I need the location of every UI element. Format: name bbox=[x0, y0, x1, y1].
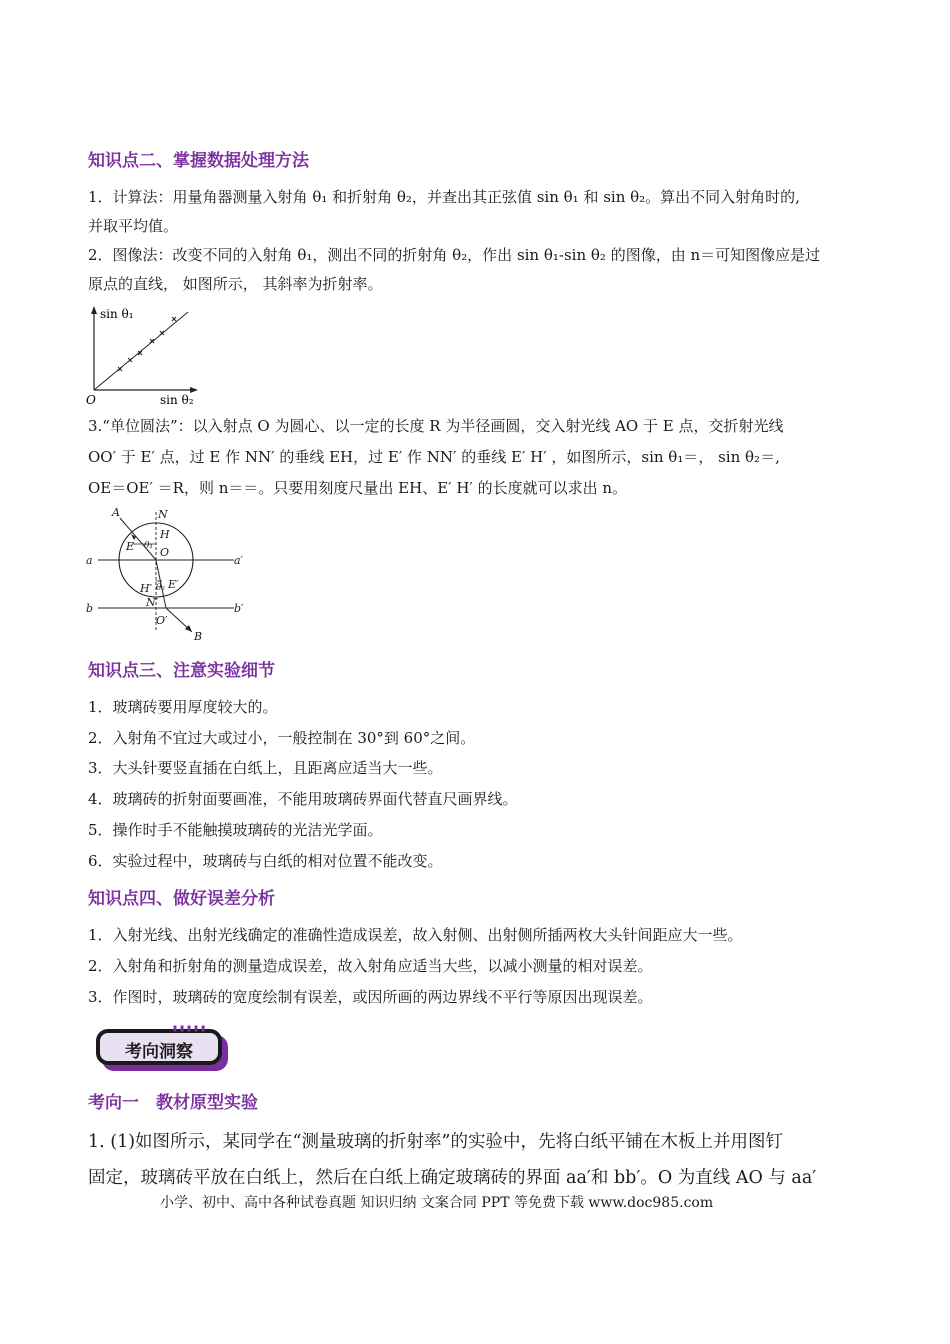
label-O-prime: O′ bbox=[156, 614, 168, 627]
question-line1: 1. (1)如图所示，某同学在“测量玻璃的折射率”的实验中，先将白纸平铺在木板上并用图钉 bbox=[88, 1132, 783, 1152]
graph-y-label: sin θ₁ bbox=[100, 307, 134, 321]
section-title-2: 知识点二、掌握数据处理方法 bbox=[88, 151, 309, 171]
label-N: N bbox=[158, 508, 168, 521]
paragraph-circle-line1: 3.“单位圆法”：以入射点 O 为圆心、以一定的长度 R 为半径画圆，交入射光线 AO 于 E 点，交折射光线 bbox=[88, 417, 784, 435]
detail-item: 1．玻璃砖要用厚度较大的。 bbox=[88, 698, 278, 716]
unit-circle-diagram bbox=[84, 502, 244, 644]
paragraph-circle-line3: OE＝OE′ ＝R，则 n＝＝。只要用刻度尺量出 EH、E′ H′ 的长度就可以求出 n。 bbox=[88, 479, 627, 497]
kaoxiang-title: 考向一 教材原型实验 bbox=[88, 1093, 258, 1113]
label-a: a bbox=[86, 554, 93, 567]
label-E: E bbox=[126, 540, 135, 553]
graph-fit-line bbox=[94, 312, 188, 390]
label-H-prime: H′ bbox=[140, 582, 153, 595]
paragraph-graph-line2: 原点的直线， 如图所示， 其斜率为折射率。 bbox=[88, 275, 383, 293]
paragraph-graph-line1: 2．图像法：改变不同的入射角 θ₁，测出不同的折射角 θ₂，作出 sin θ₁-sin θ₂ 的图像，由 n＝可知图像应是过 bbox=[88, 246, 821, 264]
graph-y-arrow bbox=[91, 306, 97, 314]
detail-item: 6．实验过程中，玻璃砖与白纸的相对位置不能改变。 bbox=[88, 852, 443, 870]
section-title-4: 知识点四、做好误差分析 bbox=[88, 889, 275, 909]
detail-item: 4．玻璃砖的折射面要画准，不能用玻璃砖界面代替直尺画界线。 bbox=[88, 790, 518, 808]
paragraph-calc-line1: 1．计算法：用量角器测量入射角 θ₁ 和折射角 θ₂，并查出其正弦值 sin θ₁ 和 sin θ₂。算出不同入射角时的, bbox=[88, 188, 800, 206]
label-H: H bbox=[160, 528, 170, 541]
label-b: b bbox=[86, 602, 94, 615]
section-badge bbox=[96, 1023, 226, 1067]
error-item: 1．入射光线、出射光线确定的准确性造成误差，故入射侧、出射侧所插两枚大头针间距应大一些。 bbox=[88, 926, 743, 944]
paragraph-calc-line2: 并取平均值。 bbox=[88, 217, 179, 235]
detail-item: 2．入射角不宜过大或过小，一般控制在 30°到 60°之间。 bbox=[88, 729, 476, 747]
label-E-prime: E′ bbox=[168, 578, 179, 591]
question-line2: 固定，玻璃砖平放在白纸上，然后在白纸上确定玻璃砖的界面 aa′和 bb′。O 为直线 AO 与 aa′ bbox=[88, 1168, 817, 1188]
label-theta1: θ₁ bbox=[144, 541, 154, 551]
section-title-3: 知识点三、注意实验细节 bbox=[88, 661, 275, 681]
page-footer: 小学、初中、高中各种试卷真题 知识归纳 文案合同 PPT 等免费下载 www.doc985.com bbox=[160, 1195, 714, 1211]
label-A: A bbox=[112, 506, 120, 519]
error-item: 3．作图时，玻璃砖的宽度绘制有误差，或因所画的两边界线不平行等原因出现误差。 bbox=[88, 988, 653, 1006]
label-theta2: θ₂ bbox=[156, 583, 166, 593]
graph-origin-label: O bbox=[86, 393, 96, 407]
badge-label: 考向洞察 bbox=[125, 1042, 193, 1062]
error-item: 2．入射角和折射角的测量造成误差，故入射角应适当大些，以减小测量的相对误差。 bbox=[88, 957, 653, 975]
label-N-prime: N′ bbox=[146, 596, 159, 609]
graph-x-label: sin θ₂ bbox=[160, 393, 194, 407]
label-b-prime: b′ bbox=[234, 602, 244, 615]
paragraph-circle-line2: OO′ 于 E′ 点，过 E 作 NN′ 的垂线 EH，过 E′ 作 NN′ 的垂线 E′ H′ ，如图所示，sin θ₁＝， sin θ₂＝, bbox=[88, 448, 780, 466]
badge-rings-icon: ▮▮▮▮▮ bbox=[172, 1023, 208, 1034]
label-B: B bbox=[194, 630, 203, 643]
sin-graph bbox=[84, 304, 204, 408]
data-point bbox=[128, 358, 132, 362]
label-a-prime: a′ bbox=[234, 554, 244, 567]
detail-item: 5．操作时手不能触摸玻璃砖的光洁光学面。 bbox=[88, 821, 383, 839]
data-point bbox=[172, 317, 176, 321]
detail-item: 3．大头针要竖直插在白纸上，且距离应适当大一些。 bbox=[88, 759, 443, 777]
label-O: O bbox=[160, 546, 170, 559]
